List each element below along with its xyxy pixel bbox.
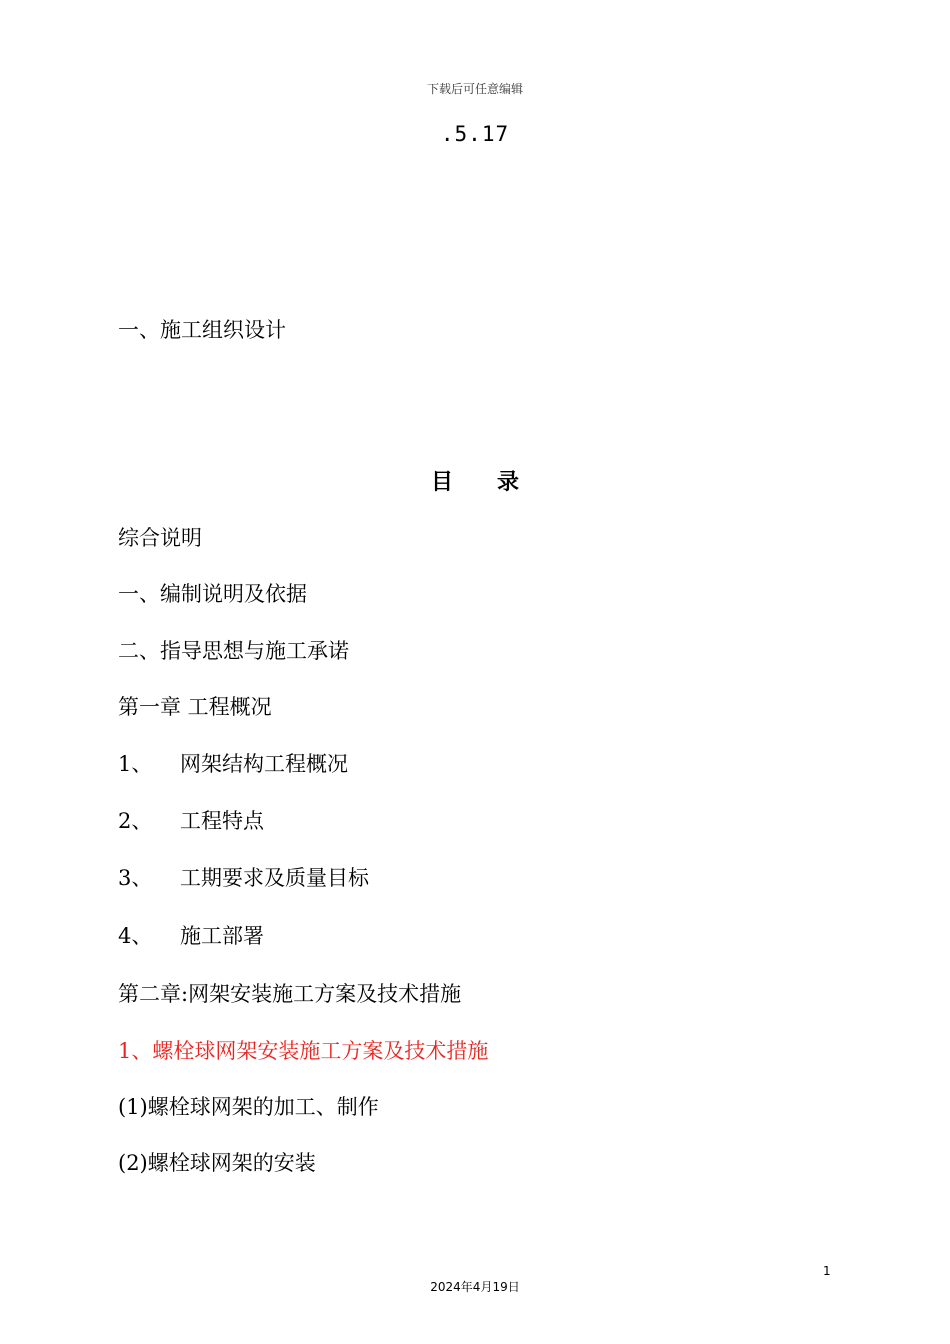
- toc-item: 综合说明: [118, 526, 202, 550]
- toc-title-right: 录: [497, 469, 520, 495]
- toc-item-number: 3、: [118, 866, 153, 890]
- toc-item-text: 工期要求及质量目标: [180, 866, 369, 890]
- toc-item: [118, 805, 264, 835]
- date-line: .5.17: [440, 122, 510, 146]
- toc-item: 二、指导思想与施工承诺: [118, 639, 349, 663]
- toc-item-highlighted: 1、螺栓球网架安装施工方案及技术措施: [118, 1039, 489, 1063]
- toc-item-text: 施工部署: [180, 924, 264, 948]
- toc-item-number: 4、: [118, 924, 153, 948]
- toc-item: [118, 862, 369, 892]
- toc-item: [118, 748, 348, 778]
- toc-title: [0, 465, 950, 496]
- toc-item-number: 2、: [118, 809, 153, 833]
- toc-item-number: 1、: [118, 752, 153, 776]
- toc-item-text: 工程特点: [180, 809, 264, 833]
- section-heading: 一、施工组织设计: [118, 318, 286, 342]
- toc-item-text: 网架结构工程概况: [180, 752, 348, 776]
- toc-item: 一、编制说明及依据: [118, 582, 307, 606]
- toc-item: (1)螺栓球网架的加工、制作: [118, 1095, 379, 1119]
- toc-item: 第二章:网架安装施工方案及技术措施: [118, 982, 462, 1006]
- toc-item: [118, 920, 264, 950]
- toc-item: (2)螺栓球网架的安装: [118, 1151, 316, 1175]
- page-header: 下载后可任意编辑: [426, 82, 523, 96]
- toc-item: 第一章 工程概况: [118, 695, 272, 719]
- page-footer-date: 2024年4月19日: [430, 1280, 520, 1294]
- page-number: 1: [823, 1264, 831, 1278]
- toc-title-left: 目: [430, 469, 453, 495]
